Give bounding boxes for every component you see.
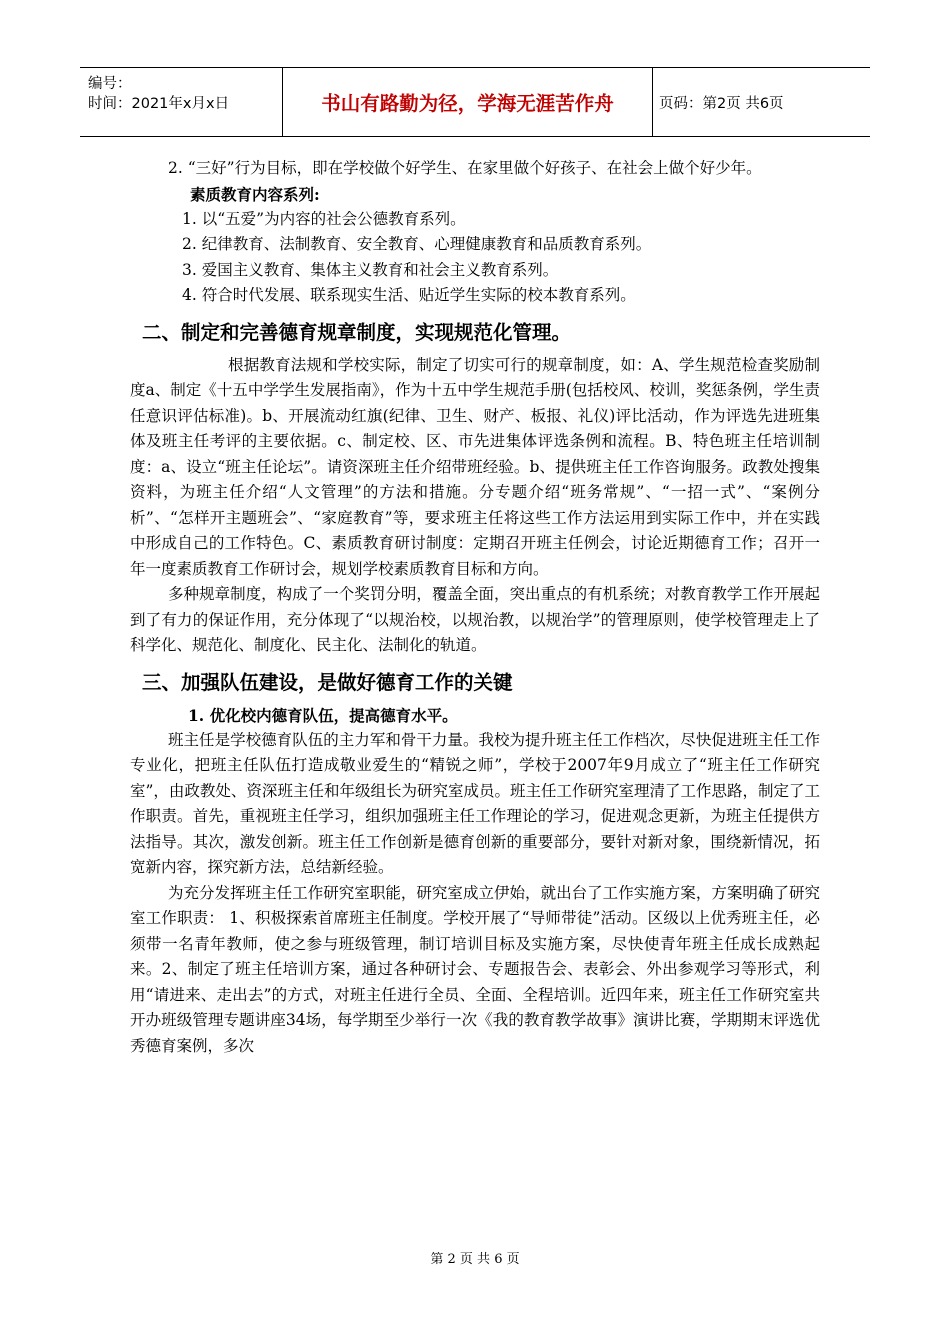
header-motto: 书山有路勤为径，学海无涯苦作舟 (283, 68, 653, 136)
section-3-paragraph-2: 为充分发挥班主任工作研究室职能，研究室成立伊始，就出台了工作实施方案，方案明确了研究室工作职责： 1、积极探索首席班主任制度。学校开展了“导师带徒”活动。区级以上优秀班主任，必须带一名青年教师，使之参与班级管理，制订培训目标及实施方案，尽快使青年班主任成长成熟起来。2、制定了班主任培训方案，通过各种研讨会、专题报告会、表彰会、外出参观学习等形式，利用“请进来、走出去”的方式，对班主任进行全员、全面、全程培训。近四年来，班主任工作研究室共开办班级管理专题讲座34场，每学期至少举行一次《我的教育教学故事》演讲比赛，学期期末评选优秀德育案例，多次 (130, 883, 820, 1055)
list-item: 3. 爱国主义教育、集体主义教育和社会主义教育系列。 (182, 260, 559, 279)
page-header (80, 67, 870, 137)
list-item: 1. 以“五爱”为内容的社会公德教育系列。 (182, 209, 466, 228)
paragraph-three-good: 2. “三好”行为目标，即在学校做个好学生、在家里做个好孩子、在社会上做个好少年。 (168, 159, 762, 177)
document-time-label: 时间：2021年x月x日 (88, 96, 230, 112)
document-body (130, 156, 820, 1059)
list-item: 4. 符合时代发展、联系现实生活、贴近学生实际的校本教育系列。 (182, 286, 636, 304)
list-item: 2. 纪律教育、法制教育、安全教育、心理健康教育和品质教育系列。 (182, 235, 652, 253)
section-2-heading: 二、制定和完善德育规章制度，实现规范化管理。 (142, 320, 572, 344)
section-3-subheading-1: 1. 优化校内德育队伍，提高德育水平。 (188, 705, 458, 725)
header-meta (80, 68, 283, 136)
page-footer: 第 2 页 共 6 页 (430, 1252, 520, 1267)
quality-education-title: 素质教育内容系列: (190, 184, 320, 204)
header-page-info: 页码：第2页 共6页 (659, 95, 784, 112)
section-3-paragraph-1: 班主任是学校德育队伍的主力军和骨干力量。我校为提升班主任工作档次，尽快促进班主任工作专业化，把班主任队伍打造成敬业爱生的“精锐之师”，学校于2007年9月成立了“班主任工作研究室”，由政教处、资深班主任和年级组长为研究室成员。班主任工作研究室理清了工作思路，制定了工作职责。首先，重视班主任学习，组织加强班主任工作理论的学习，促进观念更新，为班主任提供方法指导。其次，激发创新。班主任工作创新是德育创新的重要部分，要针对新对象，围绕新情况，拓宽新内容，探究新方法，总结新经验。 (130, 730, 820, 876)
section-3-heading: 三、加强队伍建设，是做好德育工作的关键 (142, 670, 513, 694)
section-2-paragraph-2: 多种规章制度，构成了一个奖罚分明，覆盖全面，突出重点的有机系统；对教育教学工作开展起到了有力的保证作用，充分体现了“以规治校，以规治教，以规治学”的管理原则，使学校管理走上了科学化、规范化、制度化、民主化、法制化的轨道。 (130, 585, 820, 654)
document-number-label: 编号： (88, 76, 132, 92)
section-2-paragraph-1: 根据教育法规和学校实际，制定了切实可行的规章制度，如：A、学生规范检查奖励制度a、制定《十五中学学生发展指南》，作为十五中学生规范手册(包括校风、校训，奖惩条例，学生责任意识评估标准)。b、开展流动红旗(纪律、卫生、财产、板报、礼仪)评比活动，作为评选先进班集体及班主任考评的主要依据。c、制定校、区、市先进集体评选条例和流程。B、特色班主任培训制度：a、设立“班主任论坛”。请资深班主任介绍带班经验。b、提供班主任工作咨询服务。政教处搜集资料，为班主任介绍“人文管理”的方法和措施。分专题介绍“班务常规”、“一招一式”、“案例分析”、“怎样开主题班会”、“家庭教育”等，要求班主任将这些工作方法运用到实际工作中，并在实践中形成自己的工作特色。C、素质教育研讨制度：定期召开班主任例会，讨论近期德育工作；召开一年一度素质教育工作研讨会，规划学校素质教育目标和方向。 (130, 355, 820, 578)
